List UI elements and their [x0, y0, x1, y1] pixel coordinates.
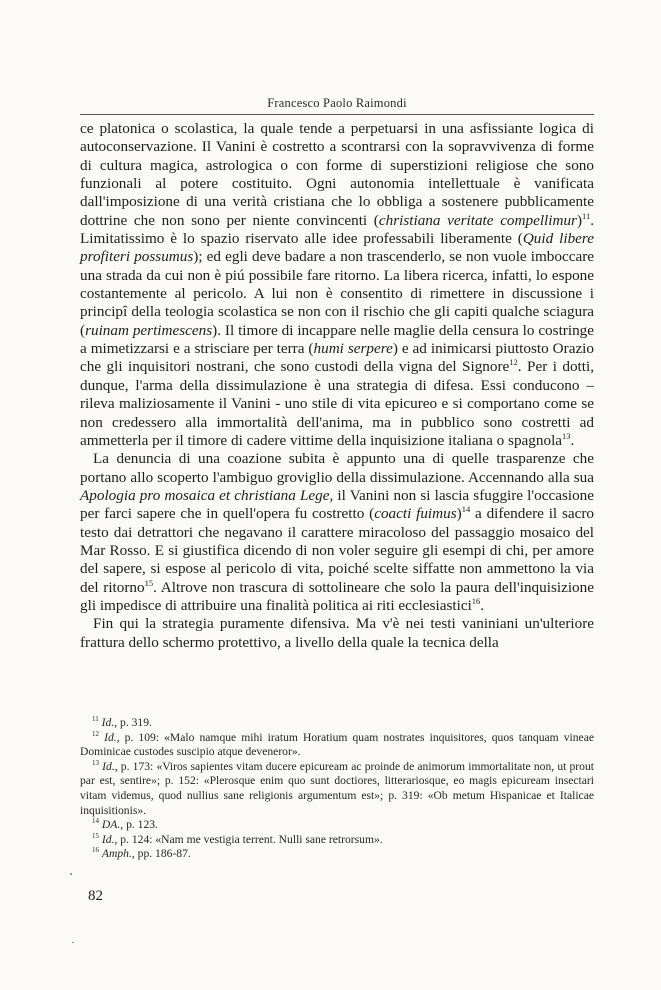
footnote-ref-12[interactable]: 12: [509, 357, 518, 368]
footnote-ref-13[interactable]: 13: [562, 430, 571, 441]
footnote-12: $^{12}$ Id., p. 109: «Malo namque mihi iratum Horatium quam nostrates inquisitores, quos tanquam vineae Dominicae custodes suscipio atque deveneror».: [80, 729, 594, 759]
footnote-ref-11[interactable]: 11: [582, 210, 591, 221]
footnote-11: $^{11}$ Id., p. 319.: [92, 715, 152, 729]
paragraph-1: ce platonica o scolastica, la quale tende a perpetuarsi in una asfissiante logica di autoconservazione. Il Vanini è costretto a scontrarsi con la sopravvivenza di forme di cultura magica, astrologica o con forme di superstizioni religiose che sono funzionali al potere costituito. Ogni autonomia intellettuale è vanificata dall'imposizione di una verità cristiana che lo obbliga a sostenere pubblicamente dottrine che non sono per niente convincenti (christiana veritate compellimur)$^{11}$. Limitatissimo è lo spazio riservato alle idee professabili liberamente (Quid libere profiteri possumus); ed egli deve badare a non trascenderlo, se non vuole imboccare una strada da cui non è piú possibile fare ritorno. La libera ricerca, infatti, lo espone costantemente al pericolo. A lui non è consentito di rimettere in discussione i principî della teologia scolastica se non con il rischio che gli capiti qualche sciagura (ruinam pertimescens). Il timore di incappare nelle maglie della censura lo costringe a mimetizzarsi e a strisciare per terra (humi serpere) e ad inimicarsi piuttosto Orazio che gli inquisitori nostrani, che sono custodi della vigna del Signore$^{12}$. Per i dotti, dunque, l'arma della dissimulazione è una strategia di difesa. Essi conducono – rileva maliziosamente il Vanini - uno stile di vita epicureo e si comportano come se non credessero alla immortalità dell'anima, ma in pubblico sono costretti ad ammetterla per il timore di cadere vittime della inquisizione italiana o spagnola$^{13}$.: [80, 120, 595, 449]
footnote-16: $^{16}$ Amph., pp. 186-87.: [92, 846, 191, 861]
footnote-15: $^{15}$ Id., p. 124: «Nam me vestigia terrent. Nulli sane retrorsum».: [92, 831, 383, 846]
paragraph-3: Fin qui la strategia puramente difensiva. Ma v'è nei testi vaniniani un'ulteriore frattura dello schermo protettivo, a livello della quale la tecnica della: [80, 615, 594, 651]
footnote-ref-15[interactable]: 15: [144, 577, 154, 588]
paragraph-2: La denuncia di una coazione subita è appunto una di quelle trasparenze che portano allo scoperto l'ambiguo groviglio della dissimulazione. Accennando alla sua Apologia pro mosaica et christiana Lege, il Vanini non si lascia sfuggire l'occasione per farci sapere che in quell'opera fu costretto (coacti fuimus)$^{14}$ a difendere il sacro testo dai detrattori che negavano il carattere miracoloso del passaggio mosaico del Mar Rosso. E si giustifica dicendo di non voler seguire gli esempi di chi, per amore del sapere, si espose al pericolo di vita, poiché scelte siffatte non ammettono la via del ritorno$^{15}$. Altrove non trascura di sottolineare che solo la paura dell'inquisizione gli impedisce di attribuire una finalità politica ai riti ecclesiastici$^{16}$.: [80, 450, 595, 614]
page-number: 82: [88, 888, 103, 904]
footnote-ref-14[interactable]: 14: [461, 504, 471, 515]
scan-speck: [72, 942, 74, 943]
running-header: Francesco Paolo Raimondi: [267, 96, 407, 110]
footnote-14: $^{14}$ DA., p. 123.: [92, 817, 158, 832]
main-text: [80, 120, 594, 652]
header-rule: [80, 114, 594, 115]
footnotes: [80, 716, 594, 862]
footnote-13: $^{13}$ Id., p. 173: «Viros sapientes vitam ducere epicuream ac proinde de animorum immortalitate non, ut prout par est, sentire»; p. 152: «Plerosque enim quo sunt doctiores, litterariosque, eo magis epicuream insectari vitam videmus, quod nullius sane religionis argumentum est»; p. 319: «Ob metum Hispanicae et Italicae inquisitionis».: [80, 758, 594, 817]
footnote-ref-16[interactable]: 16: [471, 595, 481, 606]
scan-speck: [70, 873, 72, 875]
